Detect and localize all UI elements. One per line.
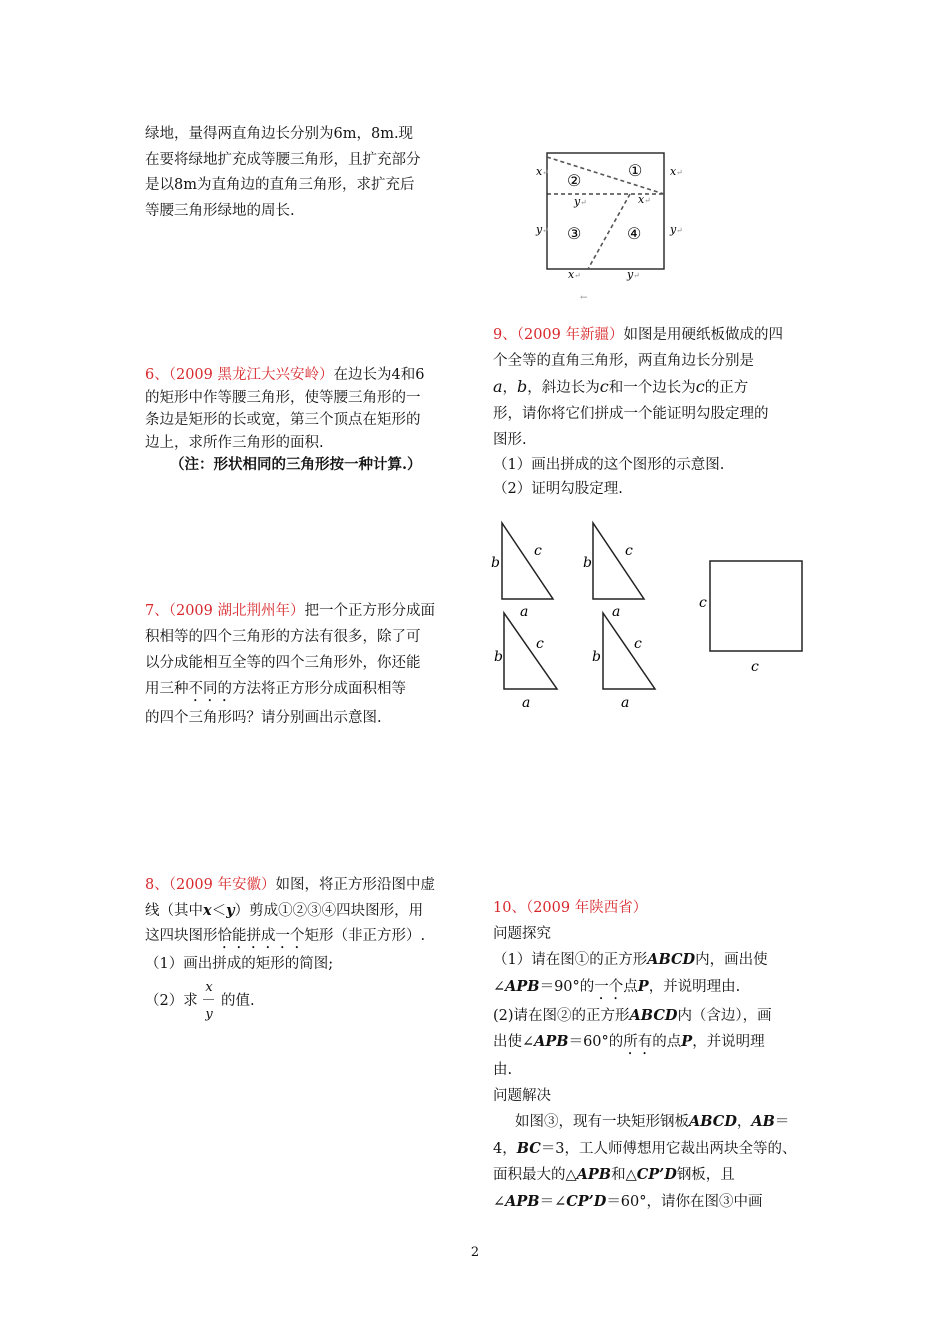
text-span: 出使∠ — [493, 1034, 535, 1050]
label-x-bottom: x — [568, 268, 575, 281]
math-var: CP’D — [566, 1192, 607, 1210]
fraction — [202, 980, 216, 1022]
problem-8 — [145, 873, 465, 1022]
triangle-3-label-a: a — [522, 695, 531, 711]
text-span: 的 — [579, 978, 595, 995]
math-var: b — [517, 377, 528, 396]
text-line: 等腰三角形绿地的周长. — [145, 202, 295, 219]
text-line — [493, 1189, 813, 1216]
problem-7 — [145, 598, 465, 731]
text-span: ， — [502, 380, 518, 396]
text-span: 的点 — [652, 1034, 682, 1050]
math-var: c — [695, 377, 705, 396]
text-span: 钢板，且 — [676, 1167, 735, 1183]
text-line: 图形. — [493, 432, 527, 448]
math-var: x — [203, 902, 212, 919]
text-span: 和△ — [611, 1167, 637, 1183]
problem-number: 6、 — [145, 367, 169, 383]
return-mark: ↵ — [542, 226, 549, 235]
dashed-cut-diagonal-bottom — [588, 194, 630, 269]
problem-9 — [493, 322, 813, 501]
text-line: 个全等的直角三角形，两直角边长分别是 — [493, 353, 754, 369]
text-line: 形，请你将它们拼成一个能证明勾股定理的 — [493, 406, 769, 422]
text-span: ，并说明理 — [692, 1034, 765, 1050]
text-span: 如图是用硬纸板做成的四 — [623, 327, 783, 343]
text-span: 矩形（非正方形）. — [304, 928, 426, 944]
text-span: 如图，将正方形沿图中虚 — [275, 877, 435, 893]
text-line — [145, 873, 465, 898]
math-var: BC — [516, 1139, 541, 1157]
math-var: y — [226, 902, 235, 919]
text-span: ＝∠ — [539, 1193, 567, 1210]
text-line: 是以8m为直角边的直角三角形，求扩充后 — [145, 177, 415, 193]
problem-number: 7、 — [145, 603, 169, 619]
text-line — [493, 1109, 813, 1136]
text-line — [145, 598, 465, 624]
label-x-right: x — [670, 165, 677, 178]
small-arrow-mark: ← — [580, 293, 588, 303]
triangle-2-label-c: c — [625, 543, 633, 559]
right-triangle-3 — [504, 613, 557, 689]
text-span: 内，画出使 — [695, 952, 768, 968]
text-line: 积相等的四个三角形的方法有很多，除了可 — [145, 629, 421, 645]
problem-5-continued — [145, 122, 465, 224]
text-span: 把一个正方形分成面 — [304, 603, 435, 619]
triangle-3-label-c: c — [536, 636, 544, 652]
triangle-1-label-a: a — [520, 604, 529, 620]
fraction-numerator: x — [205, 980, 213, 995]
problem-source: （2009 黑龙江大兴安岭） — [168, 367, 334, 383]
label-y-right: y — [670, 223, 677, 236]
text-line — [145, 924, 465, 952]
triangle-3-label-b: b — [494, 649, 503, 665]
text-span: 这四块图形 — [145, 928, 218, 944]
text-line: 条边是矩形的长或宽，第三个顶点在矩形的 — [145, 412, 421, 428]
text-span: 用三种 — [145, 681, 189, 697]
text-span: 和一个边长为 — [608, 380, 696, 396]
text-line — [493, 322, 813, 348]
text-line: 以分成能相互全等的四个三角形外，你还能 — [145, 655, 421, 671]
text-line — [493, 896, 813, 922]
question-2: （2）证明勾股定理. — [493, 481, 623, 497]
region-1-label: ① — [628, 161, 643, 180]
math-var: APB — [534, 1033, 569, 1050]
text-span: ∠ — [493, 978, 506, 995]
region-4-label: ④ — [627, 224, 642, 243]
text-span: 如图③，现有一块矩形钢板 — [515, 1114, 689, 1130]
triangle-1-label-b: b — [491, 555, 500, 571]
math-var: P — [681, 1033, 693, 1050]
problem-number: 10、 — [493, 900, 526, 916]
text-line — [493, 1162, 813, 1189]
text-line — [145, 676, 465, 705]
math-var: P — [637, 977, 649, 995]
return-mark: ↵ — [633, 271, 640, 280]
math-var: APB — [505, 1192, 540, 1210]
label-y-bottom: y — [627, 268, 634, 281]
problem-source: （2009 年新疆） — [516, 327, 624, 343]
question-2 — [145, 980, 465, 1022]
figure-triangles-and-square — [485, 515, 815, 715]
section-heading: 问题解决 — [493, 1087, 551, 1104]
text-span: ∠ — [493, 1193, 506, 1210]
math-var: a — [493, 377, 503, 396]
return-mark: ↵ — [580, 198, 587, 207]
text-line — [493, 1029, 813, 1058]
problem-10 — [493, 896, 813, 1215]
label-x-left: x — [536, 165, 543, 178]
text-line: 绿地，量得两直角边长分别为6m，8m.现 — [145, 126, 414, 142]
region-3-label: ③ — [567, 224, 582, 243]
text-span: 点 — [623, 978, 638, 995]
problem-source: （2009 年安徽） — [168, 877, 276, 893]
math-var: ABCD — [689, 1113, 737, 1130]
text-line: 在要将绿地扩充成等腰三角形，且扩充部分 — [145, 151, 421, 168]
section-heading: 问题探究 — [493, 925, 551, 942]
text-span: 的正方 — [704, 380, 749, 396]
region-2-label: ② — [567, 171, 582, 190]
text-line — [493, 947, 813, 974]
text-span: 的 — [608, 1034, 624, 1050]
math-var: CP’D — [636, 1166, 677, 1183]
math-var: ABCD — [647, 951, 696, 968]
fraction-bar — [203, 999, 214, 1000]
text-line: 的四个三角形吗？请分别画出示意图. — [145, 710, 382, 726]
text-span: ＝3，工人师傅想用它裁出两块全等的、 — [540, 1140, 797, 1157]
label-y-mid: y — [574, 195, 581, 208]
math-var: AB — [751, 1113, 775, 1130]
text-span: ， — [736, 1114, 752, 1130]
text-span: ，并说明理由. — [648, 978, 741, 995]
return-mark: ↵ — [542, 168, 549, 177]
text-span: 方法将正方形分成面积相等 — [232, 681, 406, 697]
return-mark: ↵ — [574, 271, 581, 280]
math-var: c — [599, 377, 609, 396]
text-line: 边上，求所作三角形的面积. — [145, 434, 324, 451]
problem-source: （2009 湖北荆州年） — [168, 603, 305, 619]
text-span: 的值. — [220, 993, 255, 1009]
text-span: (2)请在图②的正方形 — [493, 1007, 630, 1024]
page-number: 2 — [470, 1245, 480, 1260]
text-span: ＜ — [211, 903, 227, 919]
triangle-4-label-c: c — [634, 636, 642, 652]
text-span: ＝90° — [539, 978, 580, 995]
math-var: APB — [576, 1166, 612, 1183]
label-y-left: y — [536, 223, 543, 236]
text-span: 在边长为4和6 — [333, 367, 425, 383]
square-outline — [547, 153, 664, 269]
text-span: 4， — [493, 1140, 517, 1157]
emphasis-text: 不同的 — [188, 681, 232, 697]
problem-number: 8、 — [145, 877, 169, 893]
text-span: 内（含边），画 — [677, 1007, 772, 1024]
triangle-2-label-b: b — [583, 555, 592, 571]
figure-square-cut — [530, 145, 695, 305]
triangle-2-label-a: a — [612, 604, 621, 620]
problem-number: 9、 — [493, 327, 517, 343]
triangle-4-label-a: a — [621, 695, 630, 711]
dashed-cut-diagonal-top — [547, 157, 664, 194]
emphasis-text: 所有 — [623, 1034, 653, 1050]
triangle-4-label-b: b — [592, 649, 601, 665]
emphasis-text: 恰能拼成一个 — [217, 928, 305, 944]
text-line — [145, 898, 465, 924]
text-line — [493, 1003, 813, 1030]
text-line: 的矩形中作等腰三角形，使等腰三角形的一 — [145, 389, 421, 406]
text-span: ，斜边长为 — [527, 380, 600, 396]
right-triangle-2 — [593, 523, 644, 599]
return-mark: ↵ — [676, 226, 683, 235]
text-line — [493, 1136, 813, 1163]
right-triangle-4 — [603, 613, 655, 689]
text-span: （1）请在图①的正方形 — [493, 952, 648, 968]
square-label-c-bottom: c — [751, 659, 759, 675]
text-span: ）剪成①②③④四块图形，用 — [234, 903, 424, 919]
text-span: 线（其中 — [145, 903, 203, 919]
problem-source: （2009 年陕西省） — [525, 900, 648, 916]
emphasis-text: 一个 — [594, 978, 624, 995]
problem-6 — [145, 364, 465, 477]
math-var: APB — [505, 977, 540, 995]
text-line — [145, 364, 465, 387]
left-column — [145, 122, 465, 224]
text-line — [493, 974, 813, 1003]
return-mark: ↵ — [644, 196, 651, 205]
return-mark: ↵ — [676, 168, 683, 177]
math-var: ABCD — [629, 1006, 678, 1024]
label-x-mid: x — [638, 193, 645, 206]
square-side-c — [710, 561, 802, 651]
text-span: ＝60°，请你在图③中画 — [606, 1193, 763, 1210]
question-1: （1）画出拼成的这个图形的示意图. — [493, 457, 725, 473]
text-span: （2）求 — [145, 993, 198, 1009]
question-1: （1）画出拼成的矩形的简图; — [145, 956, 334, 972]
text-line — [493, 374, 813, 401]
text-line: 由. — [493, 1062, 513, 1078]
fraction-denominator: y — [205, 1007, 213, 1022]
triangle-1-label-c: c — [534, 543, 542, 559]
text-span: ＝60° — [568, 1034, 609, 1050]
text-span: ＝ — [774, 1114, 790, 1130]
problem-note: （注：形状相同的三角形按一种计算.） — [170, 456, 422, 473]
text-span: 面积最大的△ — [493, 1167, 577, 1183]
right-triangle-1 — [502, 523, 553, 599]
square-label-c-left: c — [699, 595, 707, 611]
